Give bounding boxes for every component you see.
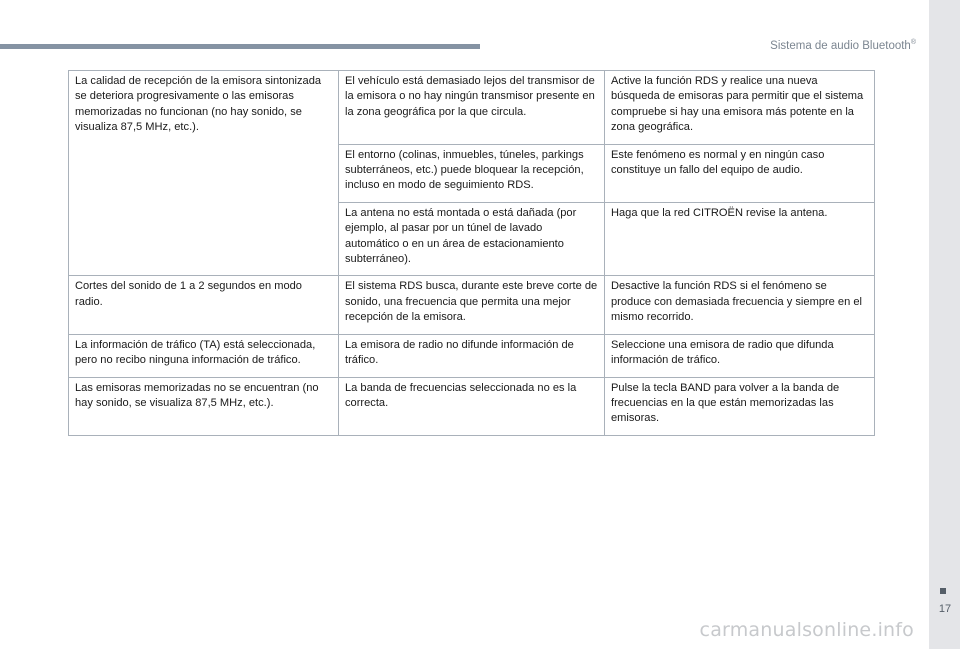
solution-cell: Seleccione una emisora de radio que difunda información de tráfico.	[605, 334, 875, 377]
table-row	[69, 276, 875, 334]
question-cell: La información de tráfico (TA) está seleccionada, pero no recibo ninguna información de tráfico.	[69, 334, 339, 377]
page-edge-band	[929, 0, 960, 649]
solution-cell: Haga que la red CITROËN revise la antena.	[605, 202, 875, 276]
solution-cell: Desactive la función RDS si el fenómeno se produce con demasiada frecuencia y siempre en el mismo recorrido.	[605, 276, 875, 334]
section-title	[770, 39, 916, 52]
section-title-text: Sistema de audio Bluetooth	[770, 39, 911, 52]
question-cell: La calidad de recepción de la emisora sintonizada se deteriora progresivamente o las emisoras memorizadas no funcionan (no hay sonido, se visualiza 87,5 MHz, etc.).	[69, 71, 339, 276]
header-rule	[0, 44, 480, 49]
watermark: carmanualsonline.info	[699, 619, 914, 641]
cause-cell: El entorno (colinas, inmuebles, túneles, parkings subterráneos, etc.) puede bloquear la recepción, incluso en modo de seguimiento RDS.	[339, 144, 605, 202]
table-row	[69, 377, 875, 435]
cause-cell: La emisora de radio no difunde información de tráfico.	[339, 334, 605, 377]
question-cell: Cortes del sonido de 1 a 2 segundos en modo radio.	[69, 276, 339, 334]
solution-cell: Pulse la tecla BAND para volver a la banda de frecuencias en la que están memorizadas las emisoras.	[605, 377, 875, 435]
table-row	[69, 334, 875, 377]
page-marker-square	[940, 588, 946, 594]
cause-cell: El vehículo está demasiado lejos del transmisor de la emisora o no hay ningún transmisor presente en la zona geográfica por la que circula.	[339, 71, 605, 145]
cause-cell: El sistema RDS busca, durante este breve corte de sonido, una frecuencia que permita una mejor recepción de la emisora.	[339, 276, 605, 334]
cause-cell: La banda de frecuencias seleccionada no es la correcta.	[339, 377, 605, 435]
page-number: 17	[938, 603, 952, 615]
table-row	[69, 71, 875, 145]
solution-cell: Este fenómeno es normal y en ningún caso constituye un fallo del equipo de audio.	[605, 144, 875, 202]
solution-cell: Active la función RDS y realice una nueva búsqueda de emisoras para permitir que el sistema compruebe si hay una emisora más potente en la zona geográfica.	[605, 71, 875, 145]
question-cell: Las emisoras memorizadas no se encuentran (no hay sonido, se visualiza 87,5 MHz, etc.).	[69, 377, 339, 435]
troubleshooting-table	[68, 70, 875, 436]
registered-mark: ®	[910, 39, 916, 46]
cause-cell: La antena no está montada o está dañada (por ejemplo, al pasar por un túnel de lavado automático o en un área de estacionamiento subterráneo).	[339, 202, 605, 276]
